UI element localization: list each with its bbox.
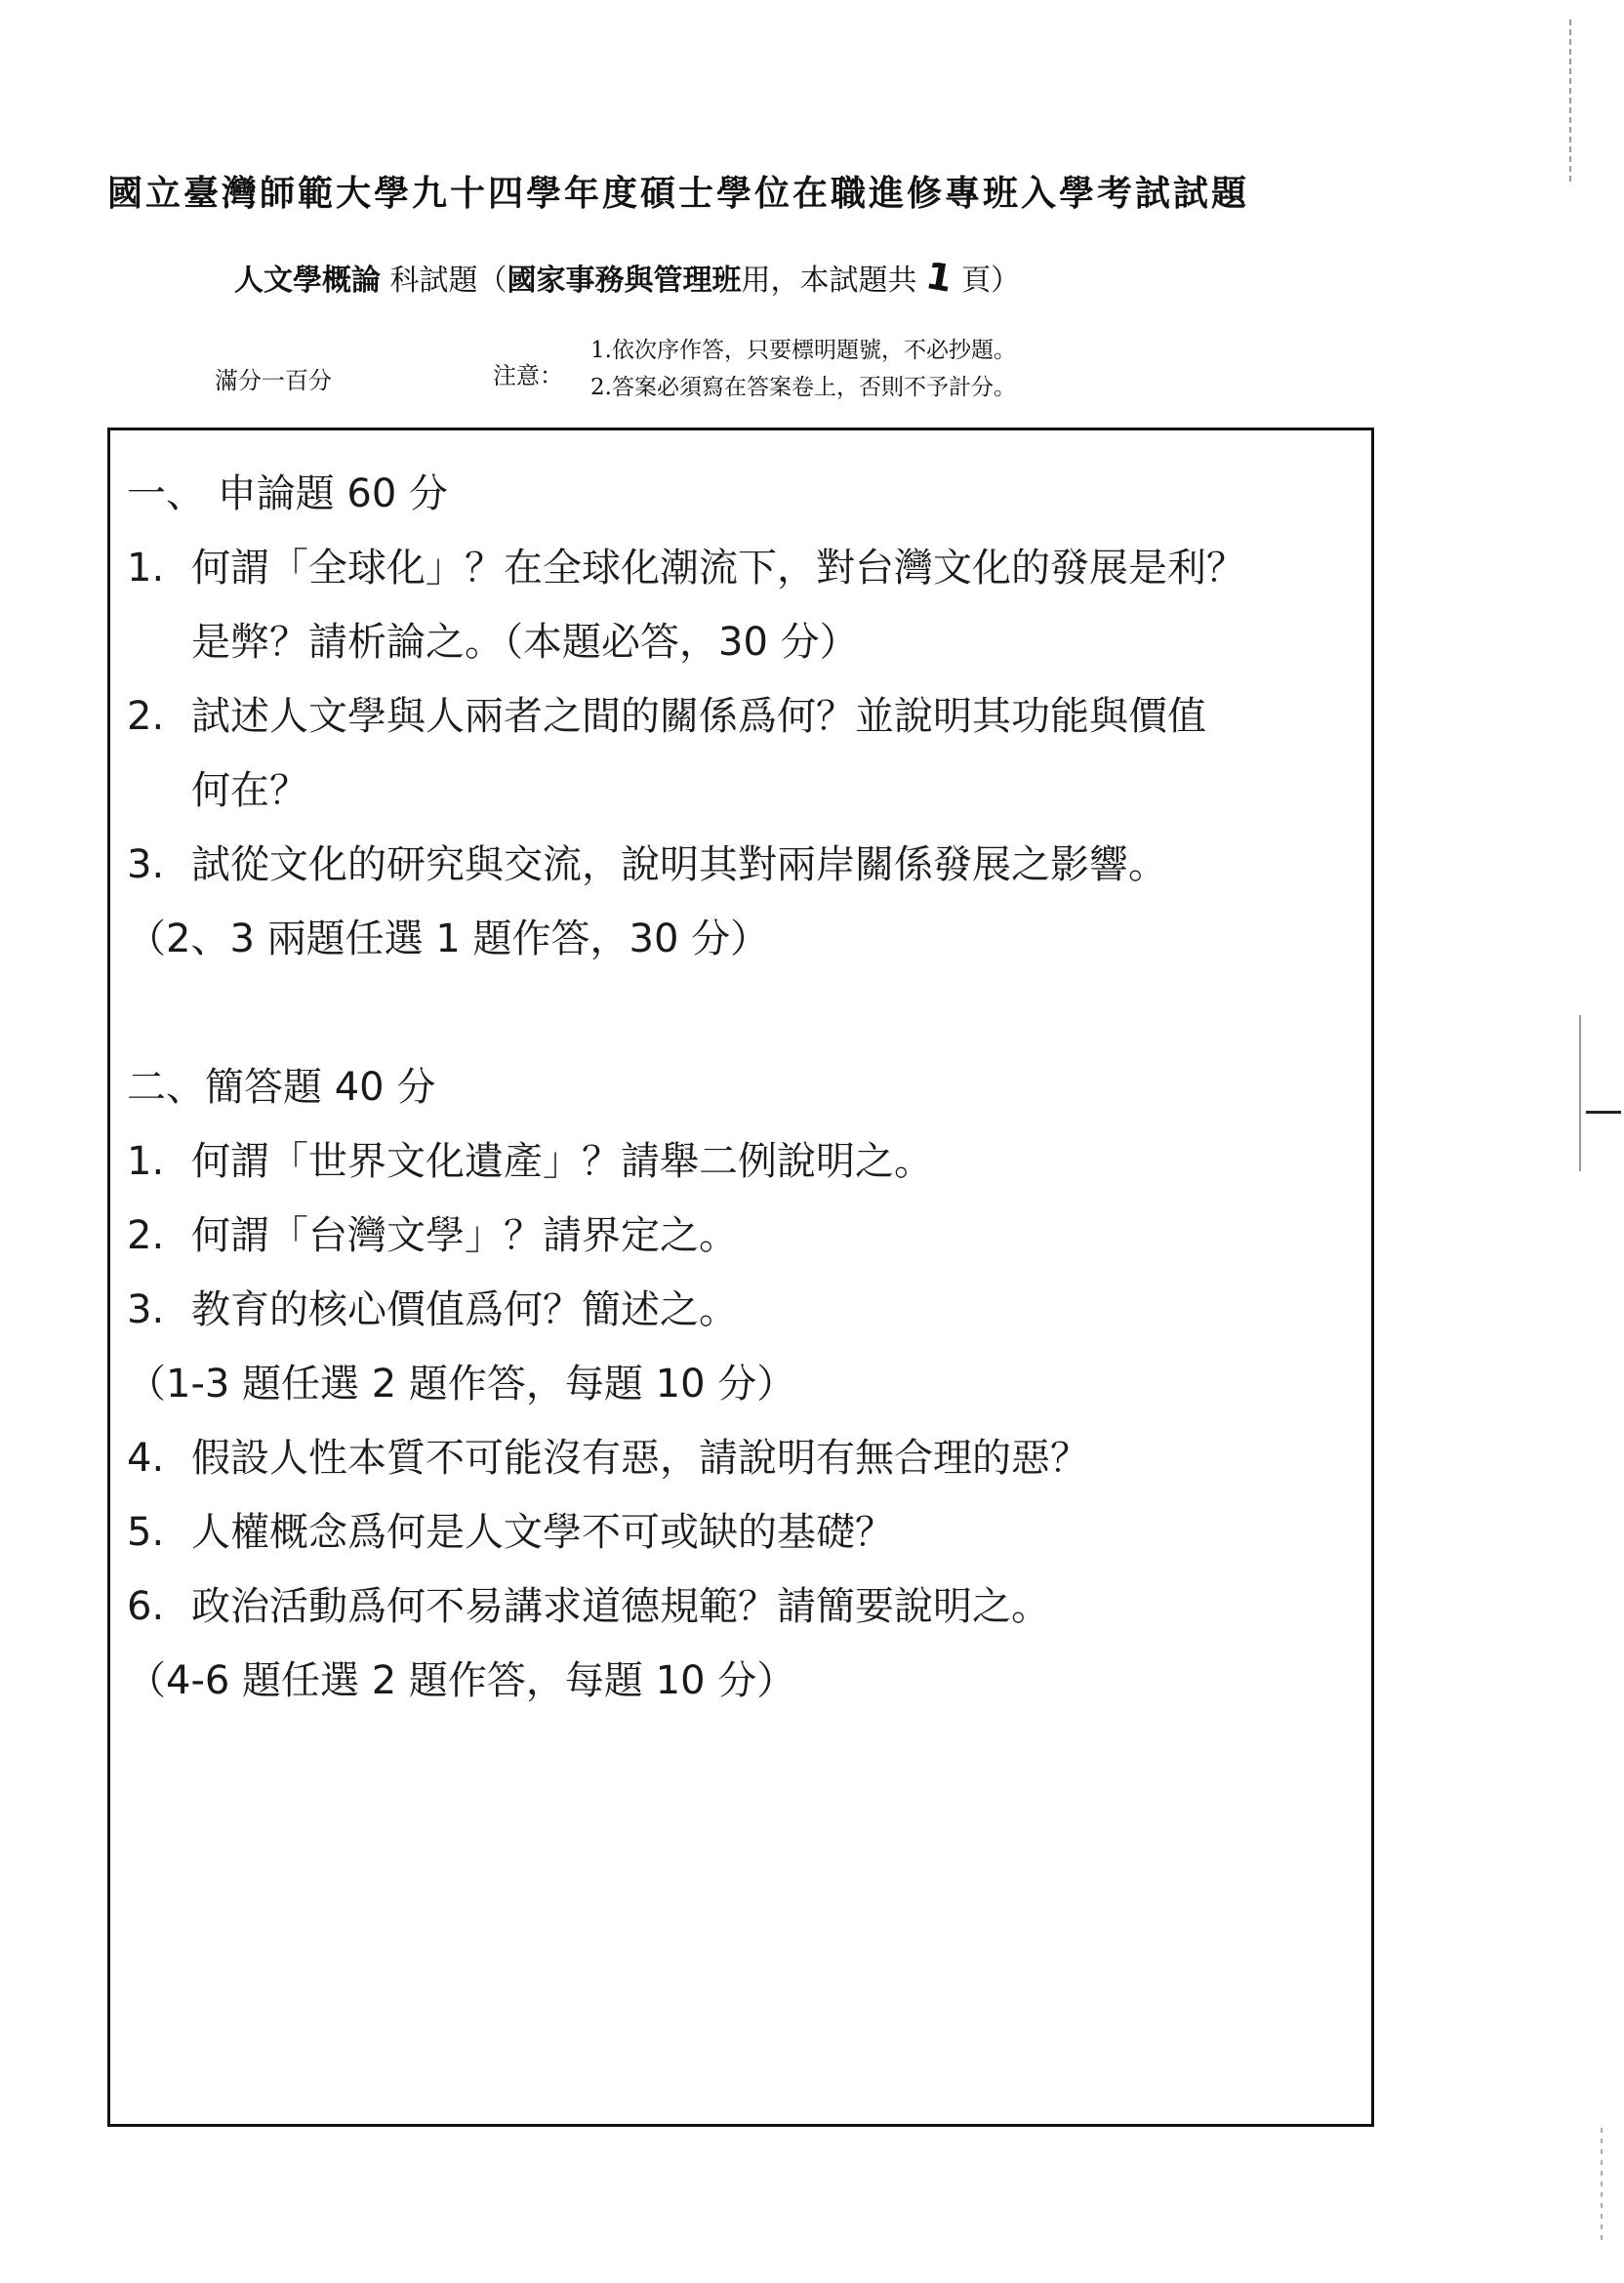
subject-name: 人文學概論: [234, 264, 381, 298]
class-suffix: 用，本試題共: [741, 264, 917, 298]
exam-title: 國立臺灣師範大學九十四學年度碩士學位在職進修專班入學考試試題: [107, 173, 1250, 214]
subject-suffix: 科試題（: [389, 264, 508, 298]
class-name: 國家事務與管理班: [507, 264, 742, 298]
section-spacer: [127, 976, 1366, 1050]
notice-item: 1.依次序作答，只要標明題號，不必抄題。: [590, 338, 1016, 363]
question-text: 假設人性本質不可能沒有惡，請說明有無合理的惡？: [191, 1436, 1089, 1481]
question-number: 3.: [127, 842, 165, 887]
section1-heading: 一、 申論題 60 分: [127, 471, 449, 516]
scan-artifact: [1579, 1015, 1581, 1171]
question-number: 3.: [127, 1287, 165, 1332]
question-item: [127, 1570, 1366, 1644]
scan-artifact: [1586, 1111, 1621, 1114]
question-item: [127, 1273, 1366, 1347]
section2-note: （1-3 題任選 2 題作答，每題 10 分）: [127, 1362, 796, 1406]
question-text: 試述人文學與人兩者之間的關係爲何？並說明其功能與價值: [191, 694, 1206, 739]
question-text-cont: 是弊？請析論之。（本題必答，30 分）: [191, 620, 859, 665]
question-text: 人權概念爲何是人文學不可或缺的基礎？: [191, 1510, 894, 1555]
section1-note: （2、3 兩題任選 1 題作答，30 分）: [127, 917, 770, 961]
full-score: 滿分一百分: [215, 367, 332, 394]
question-item: [127, 679, 1366, 754]
question-item: [127, 1421, 1366, 1495]
question-text: 何謂「全球化」？在全球化潮流下，對台灣文化的發展是利？: [191, 546, 1245, 591]
subject-line: [234, 256, 1308, 299]
question-number: 4.: [127, 1436, 165, 1481]
question-text: 何謂「台灣文學」？請界定之。: [191, 1213, 738, 1258]
question-item: [127, 531, 1366, 605]
scan-artifact: [1601, 2128, 1603, 2245]
question-item: [127, 1495, 1366, 1570]
question-text: 政治活動爲何不易講求道德規範？請簡要說明之。: [191, 1584, 1050, 1629]
page-count: 1: [922, 254, 956, 301]
question-body: [127, 457, 1366, 1718]
question-number: 5.: [127, 1510, 165, 1555]
section2-heading: 二、簡答題 40 分: [127, 1065, 436, 1110]
question-number: 2.: [127, 1213, 165, 1258]
question-text: 教育的核心價值爲何？簡述之。: [191, 1287, 738, 1332]
question-text: 試從文化的研究與交流，說明其對兩岸關係發展之影響。: [191, 842, 1167, 887]
notice-label: 注意：: [493, 362, 563, 389]
question-number: 6.: [127, 1584, 165, 1629]
question-number: 1.: [127, 1139, 165, 1184]
question-item: [127, 1124, 1366, 1199]
notice-list: [590, 332, 1016, 406]
section2-note: （4-6 題任選 2 題作答，每題 10 分）: [127, 1658, 796, 1703]
scan-artifact: [1569, 20, 1571, 185]
question-number: 1.: [127, 546, 165, 591]
question-text-cont: 何在？: [191, 768, 308, 813]
question-item: [127, 828, 1366, 902]
question-text: 何謂「世界文化遺產」？請舉二例說明之。: [191, 1139, 933, 1184]
question-number: 2.: [127, 694, 165, 739]
question-item: [127, 1199, 1366, 1273]
notice-item: 2.答案必須寫在答案卷上，否則不予計分。: [590, 375, 1016, 400]
page-suffix: 頁）: [961, 264, 1021, 298]
